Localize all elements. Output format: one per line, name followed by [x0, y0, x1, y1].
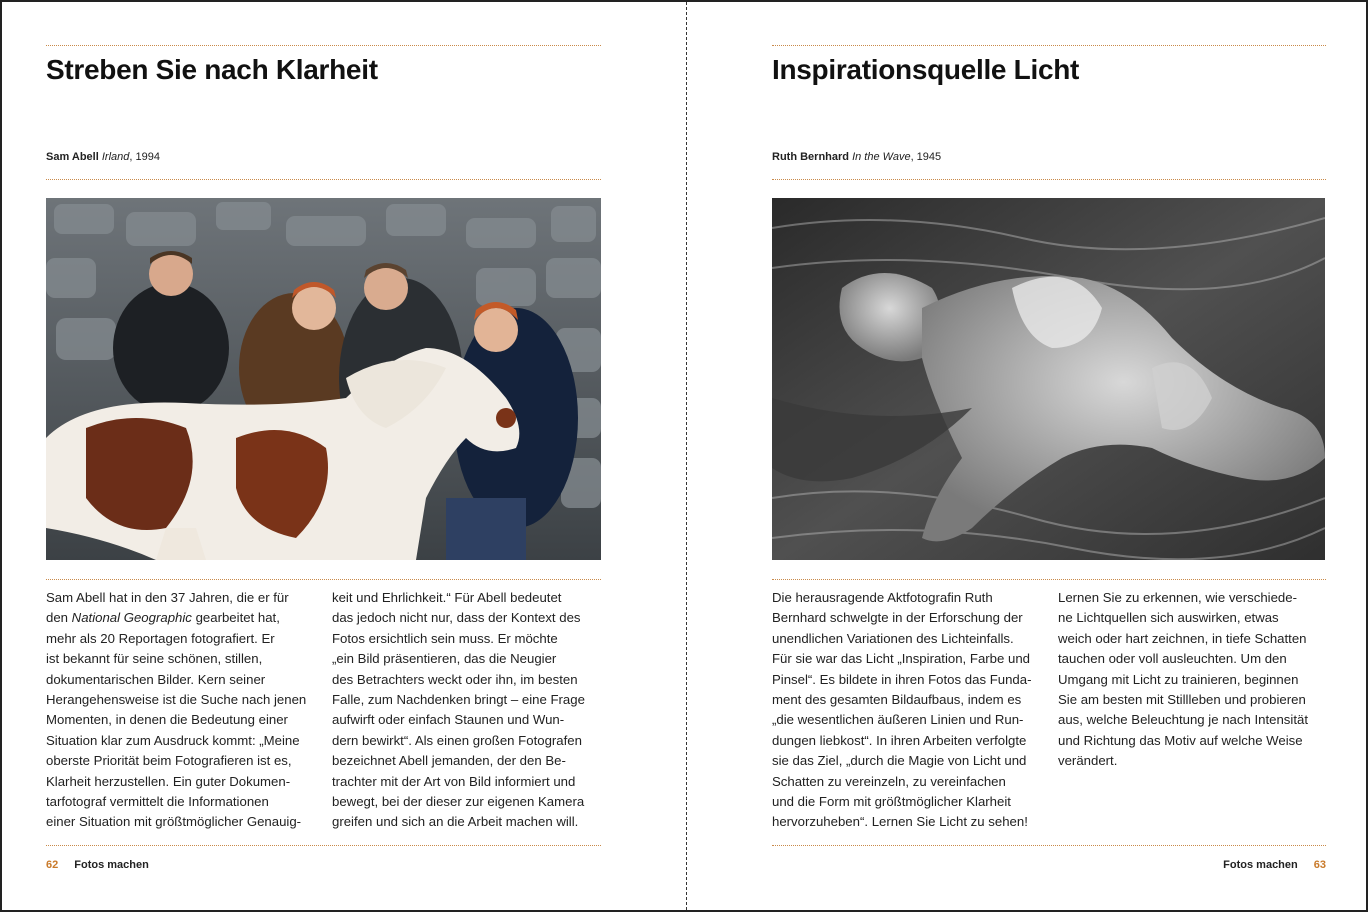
footer-rule	[772, 845, 1326, 846]
page-title: Inspirationsquelle Licht	[772, 54, 1080, 85]
body-text-column-2: Lernen Sie zu erkennen, wie verschiede- ne Lichtquellen sich auswirken, etwas weich oder hart zeichnen, in tiefe Schatten tauchen oder voll ausleuchten. Um den Umgang mit Licht zu trainieren, beginnen Sie am besten mit Stillleben und probieren aus, welche Beleuchtung je nach Intensität und Richtung das Motiv auf welche Weise verändert.	[1058, 590, 1308, 769]
body-text-column-2: keit und Ehrlichkeit.“ Für Abell bedeutet das jedoch nicht nur, dass der Kontext des Fotos ersichtlich sein muss. Er möchte „ein Bild präsentieren, das die Neugier des Betrachters weckt oder ihn, im besten Falle, zum Nachdenken bringt – eine Frage aufwirft oder einfach Staunen und Wun- dern bewirkt“. Als einen großen Fotografen bezeichnet Abell jemanden, der den Be- trachter mit der Art von Bild informiert und bewegt, bei der dieser zur eigenen Kamera greifen und sich an die Arbeit machen will.	[332, 590, 585, 830]
photo-credit	[772, 151, 941, 163]
photo-boys-with-pony	[46, 198, 601, 560]
photo-figure-in-wave	[772, 198, 1325, 560]
page-gutter	[686, 2, 687, 910]
top-rule	[46, 45, 601, 46]
section-name: Fotos machen	[74, 859, 149, 871]
photo-year: , 1945	[910, 151, 942, 163]
top-rule	[772, 45, 1326, 46]
photo-credit	[46, 151, 160, 163]
credit-rule	[46, 179, 601, 180]
photographer-name: Ruth Bernhard	[772, 151, 849, 163]
page-footer	[46, 859, 149, 871]
page-footer	[1223, 859, 1326, 871]
text-top-rule	[772, 579, 1326, 580]
footer-rule	[46, 845, 601, 846]
body-text-column-1: Sam Abell hat in den 37 Jahren, die er für den National Geographic gearbeitet hat, mehr als 20 Reportagen fotografiert. Er ist bekannt für seine schönen, stillen, dokumentarischen Bilder. Kern seiner Herangehensweise ist die Suche nach jenen Momenten, in denen die Bedeutung einer Situation klar zum Ausdruck kommt: „Meine oberste Priorität beim Fotografieren ist es, Klarheit herzustellen. Ein guter Dokumen- tarfotograf vermittelt die Informationen einer Situation mit größtmöglicher Genauig-	[46, 590, 307, 830]
body-text-column-1: Die herausragende Aktfotografin Ruth Bernhard schwelgte in der Erforschung der unendlichen Variationen des Lichteinfalls. Für sie war das Licht „Inspiration, Farbe und Pinsel“. Es bildete in ihren Fotos das Funda- ment des gesamten Bildaufbaus, indem es „die wesentlichen äußeren Linien und Run- dungen liebkost“. In ihren Arbeiten verfolgte sie das Ziel, „durch die Magie von Licht und Schatten zu vereinzeln, zu vereinfachen und die Form mit größtmöglicher Klarheit hervorzuheben“. Lernen Sie Licht zu sehen!	[772, 590, 1032, 830]
publication-title: National Geographic	[71, 610, 192, 626]
text-top-rule	[46, 579, 601, 580]
right-page	[772, 2, 1326, 910]
page-title: Streben Sie nach Klarheit	[46, 54, 378, 85]
photo-title: In the Wave	[852, 151, 911, 163]
page-number: 62	[46, 859, 59, 871]
photographer-name: Sam Abell	[46, 151, 99, 163]
left-page	[46, 2, 601, 910]
credit-rule	[772, 179, 1326, 180]
photo-title: Irland	[101, 151, 130, 163]
page-number: 63	[1313, 859, 1326, 871]
section-name: Fotos machen	[1223, 859, 1298, 871]
photo-year: , 1994	[129, 151, 160, 163]
